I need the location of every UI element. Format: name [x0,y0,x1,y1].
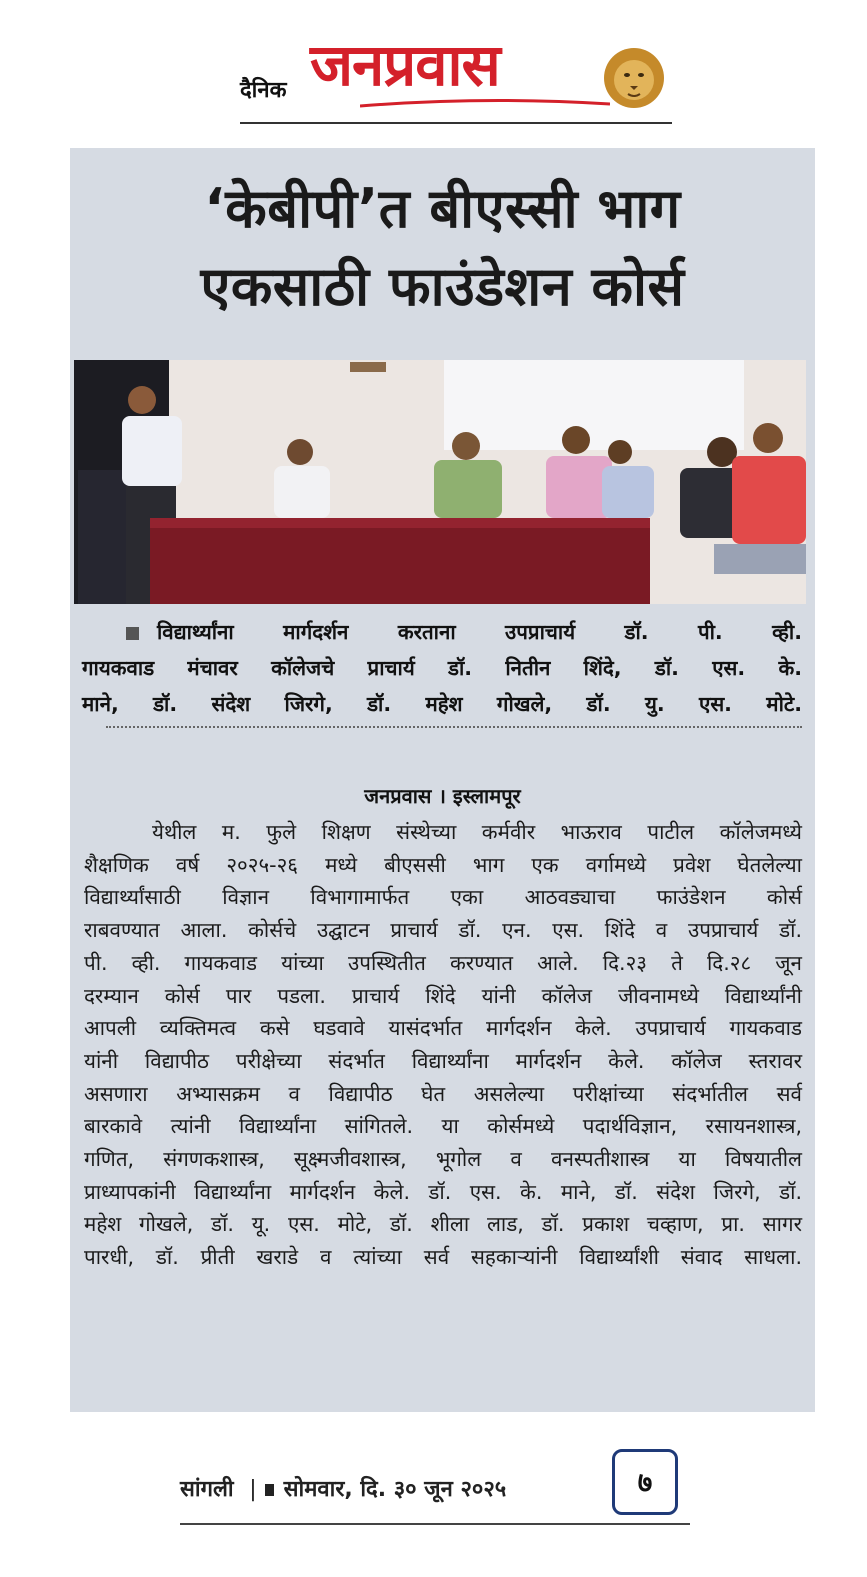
body-line: पी. व्ही. गायकवाड यांच्या उपस्थितीत करण्यात आले. दि.२३ ते दि.२८ जून [84,950,802,975]
footer-separator: | [249,1477,257,1502]
body-line: शैक्षणिक वर्ष २०२५-२६ मध्ये बीएससी भाग एक वर्गामध्ये प्रवेश घेतलेल्या [84,852,802,877]
photo-caption [82,614,802,722]
body-line: गणित, संगणकशास्त्र, सूक्ष्मजीवशास्त्र, भूगोल व वनस्पतीशास्त्र या विषयातील [84,1147,802,1172]
masthead-rule [240,122,672,124]
caption-bullet-icon [126,627,139,640]
body-line: यांनी विद्यापीठ परीक्षेच्या संदर्भात विद्यार्थ्यांना मार्गदर्शन केले. कॉलेज स्तरावर [84,1048,802,1073]
headline-line: ‘केबीपी’त बीएस्सी भाग [204,177,681,240]
body-line: पारधी, डॉ. प्रीती खराडे व त्यांच्या सर्व सहकाऱ्यांनी विद्यार्थ्यांशी संवाद साधला. [84,1245,802,1270]
body-line: दरम्यान कोर्स पार पडला. प्राचार्य शिंदे यांनी कॉलेज जीवनामध्ये विद्यार्थ्यांनी [84,983,802,1008]
caption-line: माने, डॉ. संदेश जिरगे, डॉ. महेश गोखले, डॉ. यु. एस. मोटे. [82,692,802,716]
body-line: महेश गोखले, डॉ. यू. एस. मोटे, डॉ. शीला लाड, डॉ. प्रकाश चव्हाण, प्रा. सागर [84,1212,802,1237]
footer-city: सांगली [180,1477,234,1502]
page-number: ७ [612,1449,678,1515]
body-line: राबवण्यात आला. कोर्सचे उद्घाटन प्राचार्य डॉ. एन. एस. शिंदे व उपप्राचार्य डॉ. [84,918,802,943]
lion-icon [602,42,666,114]
article-headline [70,170,815,326]
caption-line: विद्यार्थ्यांना मार्गदर्शन करताना उपप्राचार्य डॉ. पी. व्ही. [82,614,802,650]
news-article [70,148,815,1412]
body-line: येथील म. फुले शिक्षण संस्थेच्या कर्मवीर भाऊराव पाटील कॉलेजमध्ये [152,820,802,844]
footer-date: सोमवार, दि. ३० जून २०२५ [283,1477,507,1502]
article-body [84,816,802,1274]
caption-divider [106,726,802,728]
body-line: असणारा अभ्यासक्रम व विद्यापीठ घेत असलेल्या परीक्षांच्या संदर्भातील सर्व [84,1081,802,1106]
masthead-prefix: दैनिक [240,78,287,103]
article-dateline: जनप्रवास । इस्लामपूर [364,784,521,808]
footer-square-icon [265,1484,274,1496]
body-line: प्राध्यापकांनी विद्यार्थ्यांना मार्गदर्शन केले. डॉ. एस. के. माने, डॉ. संदेश जिरगे, डॉ. [84,1179,802,1204]
body-line: आपली व्यक्तिमत्व कसे घडवावे यासंदर्भात मार्गदर्शन केले. उपप्राचार्य गायकवाड [84,1016,802,1041]
body-line: विद्यार्थ्यांसाठी विज्ञान विभागामार्फत एका आठवड्याचा फाउंडेशन कोर्स [84,885,802,910]
article-photo [74,360,806,604]
footer-rule [180,1523,690,1525]
masthead [240,30,672,130]
page-footer [180,1445,690,1529]
caption-line: गायकवाड मंचावर कॉलेजचे प्राचार्य डॉ. नितीन शिंदे, डॉ. एस. के. [82,656,802,680]
headline-line: एकसाठी फाउंडेशन कोर्स [200,255,685,318]
body-line: बारकावे त्यांनी विद्यार्थ्यांना सांगितले. या कोर्समध्ये पदार्थविज्ञान, रसायनशास्त्र, [84,1114,802,1139]
masthead-swoosh [360,98,610,108]
footer-dateline [180,1473,506,1503]
masthead-title: जनप्रवास [310,31,500,99]
